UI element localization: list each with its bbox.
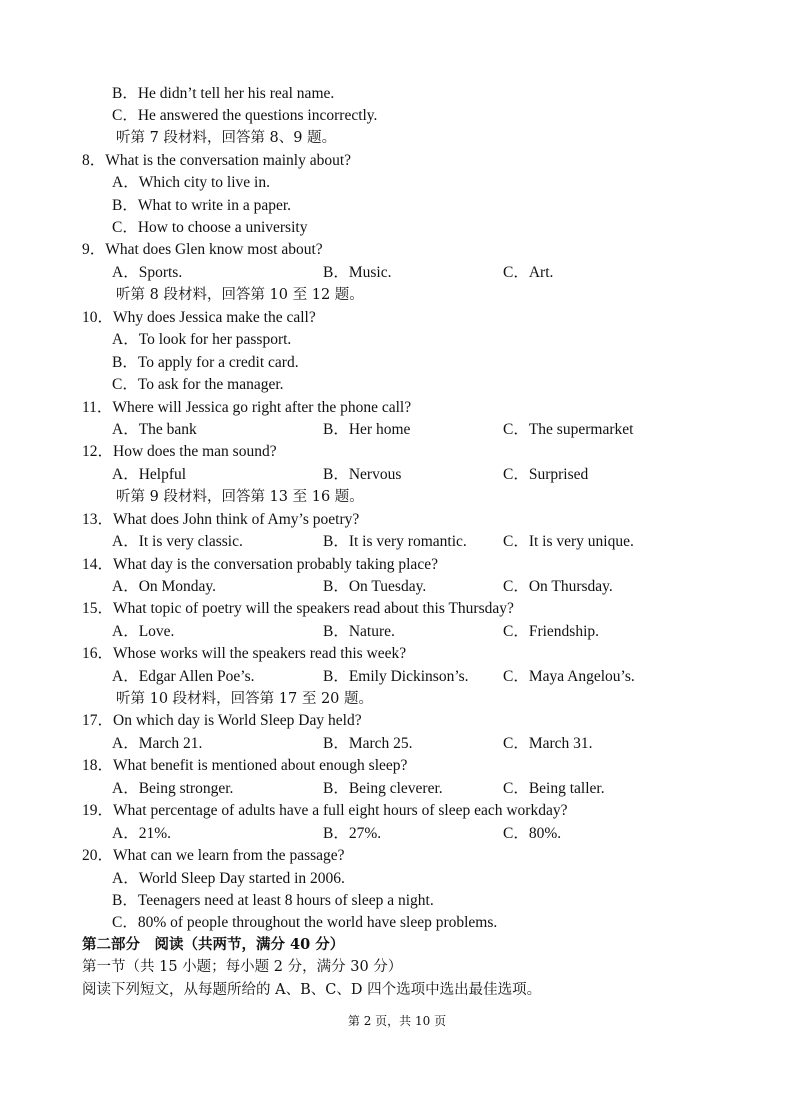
q11-option-b: B．Her home (323, 421, 411, 438)
q8-option-c: C．How to choose a university (112, 219, 308, 236)
q9-option-a: A．Sports. (112, 264, 183, 281)
q7-option-b: B．He didn’t tell her his real name. (112, 85, 335, 102)
q12-option-c: C．Surprised (503, 466, 589, 483)
q11-option-a: A．The bank (112, 421, 197, 438)
q14-option-c: C．On Thursday. (503, 578, 613, 595)
q15-stem: 15．What topic of poetry will the speakers read about this Thursday? (82, 600, 514, 617)
q17-option-a: A．March 21. (112, 735, 203, 752)
q10-option-a: A．To look for her passport. (112, 331, 292, 348)
q16-stem: 16．Whose works will the speakers read this week? (82, 645, 407, 662)
q20-option-a: A．World Sleep Day started in 2006. (112, 870, 345, 887)
q8-stem: 8．What is the conversation mainly about? (82, 152, 352, 169)
section-9-instruction: 听第 9 段材料，回答第 13 至 16 题。 (116, 489, 364, 505)
q15-option-b: B．Nature. (323, 623, 395, 640)
reading-instruction: 阅读下列短文，从每题所给的 A、B、C、D 四个选项中选出最佳选项。 (82, 982, 542, 998)
q18-option-b: B．Being cleverer. (323, 780, 443, 797)
q9-option-b: B．Music. (323, 264, 392, 281)
q16-option-c: C．Maya Angelou’s. (503, 668, 635, 685)
q19-stem: 19．What percentage of adults have a full eight hours of sleep each workday? (82, 802, 568, 819)
q14-option-a: A．On Monday. (112, 578, 217, 595)
q16-option-a: A．Edgar Allen Poe’s. (112, 668, 255, 685)
q17-stem: 17．On which day is World Sleep Day held? (82, 712, 362, 729)
q13-option-c: C．It is very unique. (503, 533, 634, 550)
q18-option-c: C．Being taller. (503, 780, 605, 797)
q13-stem: 13．What does John think of Amy’s poetry? (82, 511, 360, 528)
section-8-instruction: 听第 8 段材料，回答第 10 至 12 题。 (116, 287, 364, 303)
q19-option-a: A．21%. (112, 825, 171, 842)
q10-stem: 10．Why does Jessica make the call? (82, 309, 316, 326)
section-7-instruction: 听第 7 段材料，回答第 8、9 题。 (116, 130, 337, 146)
q17-option-b: B．March 25. (323, 735, 413, 752)
q13-option-a: A．It is very classic. (112, 533, 243, 550)
q9-stem: 9．What does Glen know most about? (82, 241, 323, 258)
q17-option-c: C．March 31. (503, 735, 593, 752)
q18-stem: 18．What benefit is mentioned about enough sleep? (82, 757, 408, 774)
q16-option-b: B．Emily Dickinson’s. (323, 668, 469, 685)
q12-stem: 12．How does the man sound? (82, 443, 277, 460)
q12-option-b: B．Nervous (323, 466, 402, 483)
q11-stem: 11．Where will Jessica go right after the phone call? (82, 399, 412, 416)
q14-stem: 14．What day is the conversation probably taking place? (82, 556, 438, 573)
q20-option-c: C．80% of people throughout the world have sleep problems. (112, 914, 498, 931)
q18-option-a: A．Being stronger. (112, 780, 234, 797)
q9-option-c: C．Art. (503, 264, 554, 281)
q7-option-c: C．He answered the questions incorrectly. (112, 107, 378, 124)
q13-option-b: B．It is very romantic. (323, 533, 467, 550)
q20-option-b: B．Teenagers need at least 8 hours of sleep a night. (112, 892, 434, 909)
q14-option-b: B．On Tuesday. (323, 578, 427, 595)
q20-stem: 20．What can we learn from the passage? (82, 847, 345, 864)
q19-option-c: C．80%. (503, 825, 562, 842)
page-footer: 第 2 页，共 10 页 (347, 1014, 447, 1028)
q12-option-a: A．Helpful (112, 466, 187, 483)
q15-option-c: C．Friendship. (503, 623, 600, 640)
q10-option-b: B．To apply for a credit card. (112, 354, 299, 371)
q15-option-a: A．Love. (112, 623, 175, 640)
section1-heading: 第一节（共 15 小题；每小题 2 分，满分 30 分） (82, 959, 403, 975)
section-10-instruction: 听第 10 段材料，回答第 17 至 20 题。 (116, 691, 374, 707)
q10-option-c: C．To ask for the manager. (112, 376, 284, 393)
q11-option-c: C．The supermarket (503, 421, 634, 438)
q8-option-a: A．Which city to live in. (112, 174, 270, 191)
q8-option-b: B．What to write in a paper. (112, 197, 292, 214)
part2-heading: 第二部分 阅读（共两节，满分 40 分） (82, 936, 345, 953)
q19-option-b: B．27%. (323, 825, 382, 842)
